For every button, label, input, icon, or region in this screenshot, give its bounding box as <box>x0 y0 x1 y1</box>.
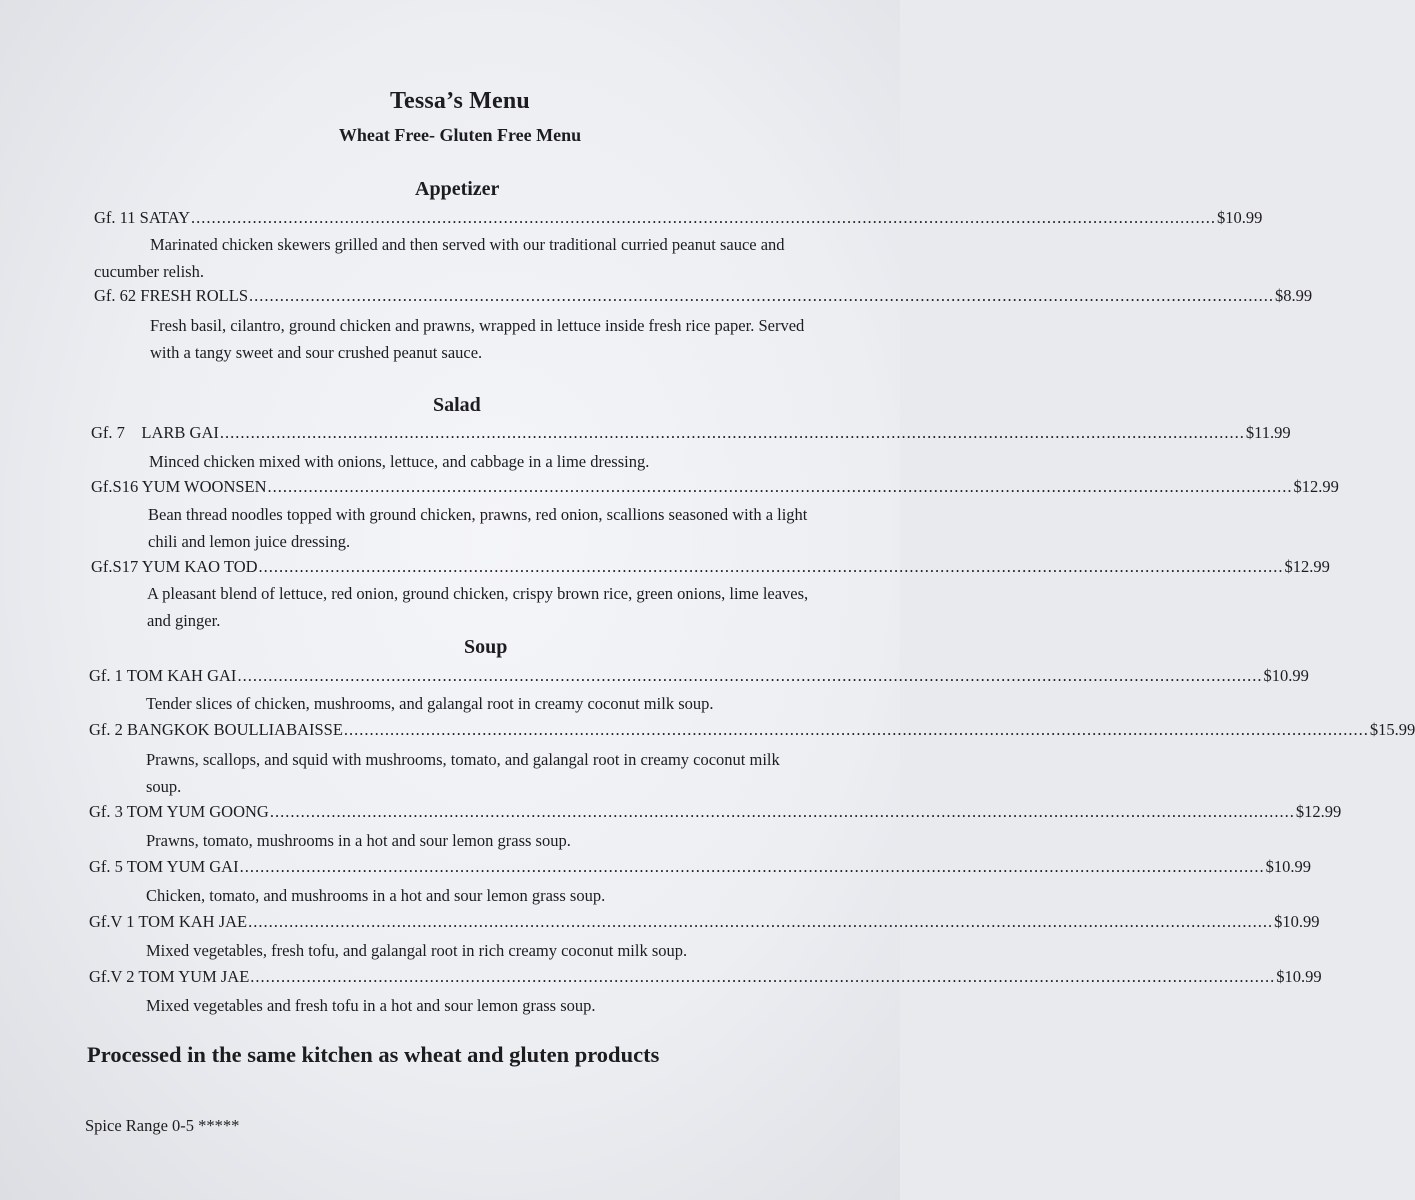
section-heading-salad: Salad <box>433 394 481 416</box>
dot-leader: ........................................................................................................................................................................................................ <box>219 423 1245 442</box>
item-name: Gf. 2 BANGKOK BOULLIABAISSE <box>89 720 343 739</box>
item-name: Gf. 7 LARB GAI <box>91 423 219 442</box>
menu-title: Tessa’s Menu <box>390 88 530 114</box>
menu-item-tom-yum-gai <box>89 855 1311 879</box>
dot-leader: ........................................................................................................................................................................................................ <box>258 557 1284 576</box>
item-price: $15.99 <box>1369 720 1415 739</box>
item-description: Prawns, tomato, mushrooms in a hot and sour lemon grass soup. <box>146 831 571 850</box>
item-description: Tender slices of chicken, mushrooms, and galangal root in creamy coconut milk soup. <box>146 694 714 713</box>
dot-leader: ........................................................................................................................................................................................................ <box>249 286 1275 305</box>
item-name: Gf. 5 TOM YUM GAI <box>89 857 239 876</box>
item-description: Bean thread noodles topped with ground chicken, prawns, red onion, scallions seasoned with a light chili and lemon juice dressing. <box>148 505 808 551</box>
item-price: $10.99 <box>1274 912 1320 931</box>
menu-item-tom-yum-jae <box>89 965 1322 989</box>
item-price: $11.99 <box>1245 423 1291 442</box>
item-price: $8.99 <box>1275 286 1313 305</box>
menu-item-tom-kah-gai <box>89 664 1309 688</box>
item-name: Gf. 11 SATAY <box>94 208 191 227</box>
item-description: Mixed vegetables and fresh tofu in a hot and sour lemon grass soup. <box>146 996 596 1015</box>
item-price: $12.99 <box>1284 557 1330 576</box>
spice-range-note: Spice Range 0-5 ***** <box>85 1116 240 1135</box>
item-name: Gf. 62 FRESH ROLLS <box>94 286 249 305</box>
menu-item-tom-yum-goong <box>89 800 1342 824</box>
dot-leader: ........................................................................................................................................................................................................ <box>237 666 1263 685</box>
item-name: Gf.S16 YUM WOONSEN <box>91 477 267 496</box>
item-price: $12.99 <box>1293 477 1339 496</box>
item-price: $12.99 <box>1295 802 1342 821</box>
allergen-warning: Processed in the same kitchen as wheat and gluten products <box>87 1042 660 1067</box>
item-name: Gf. 3 TOM YUM GOONG <box>89 802 269 821</box>
item-price: $10.99 <box>1263 666 1309 685</box>
item-description: Marinated chicken skewers grilled and then served with our traditional curried peanut sauce and cucumber relish. <box>94 235 785 281</box>
menu-subtitle: Wheat Free- Gluten Free Menu <box>338 125 582 145</box>
menu-item-satay <box>94 206 1263 230</box>
dot-leader: ........................................................................................................................................................................................................ <box>269 802 1295 821</box>
dot-leader: ........................................................................................................................................................................................................ <box>239 857 1265 876</box>
menu-item-fresh-rolls <box>94 284 1313 308</box>
item-name: Gf.V 1 TOM KAH JAE <box>89 912 248 931</box>
menu-item-yum-woonsen <box>91 475 1339 499</box>
menu-item-tom-kah-jae <box>89 910 1320 934</box>
dot-leader: ........................................................................................................................................................................................................ <box>250 967 1276 986</box>
item-name: Gf.V 2 TOM YUM JAE <box>89 967 250 986</box>
item-description: Prawns, scallops, and squid with mushrooms, tomato, and galangal root in creamy coconut milk soup. <box>146 750 780 796</box>
item-price: $10.99 <box>1265 857 1311 876</box>
item-description: Chicken, tomato, and mushrooms in a hot and sour lemon grass soup. <box>146 886 606 905</box>
menu-item-larb-gai <box>91 421 1291 445</box>
item-name: Gf.S17 YUM KAO TOD <box>91 557 258 576</box>
item-price: $10.99 <box>1276 967 1322 986</box>
item-price: $10.99 <box>1217 208 1263 227</box>
dot-leader: ........................................................................................................................................................................................................ <box>191 208 1217 227</box>
section-heading-soup: Soup <box>464 636 508 658</box>
section-heading-appetizer: Appetizer <box>415 178 500 200</box>
menu-item-yum-kao-tod <box>91 555 1330 579</box>
item-name: Gf. 1 TOM KAH GAI <box>89 666 237 685</box>
menu-item-bangkok-boulliabaisse <box>89 718 1415 742</box>
item-description: Minced chicken mixed with onions, lettuce, and cabbage in a lime dressing. <box>149 452 650 471</box>
item-description: A pleasant blend of lettuce, red onion, ground chicken, crispy brown rice, green onions, lime leaves, and ginger. <box>147 584 809 630</box>
dot-leader: ........................................................................................................................................................................................................ <box>343 720 1369 739</box>
dot-leader: ........................................................................................................................................................................................................ <box>248 912 1274 931</box>
dot-leader: ........................................................................................................................................................................................................ <box>267 477 1293 496</box>
item-description: Mixed vegetables, fresh tofu, and galangal root in rich creamy coconut milk soup. <box>146 941 688 960</box>
item-description: Fresh basil, cilantro, ground chicken and prawns, wrapped in lettuce inside fresh rice paper. Served with a tangy sweet and sour crushed peanut sauce. <box>150 316 805 362</box>
